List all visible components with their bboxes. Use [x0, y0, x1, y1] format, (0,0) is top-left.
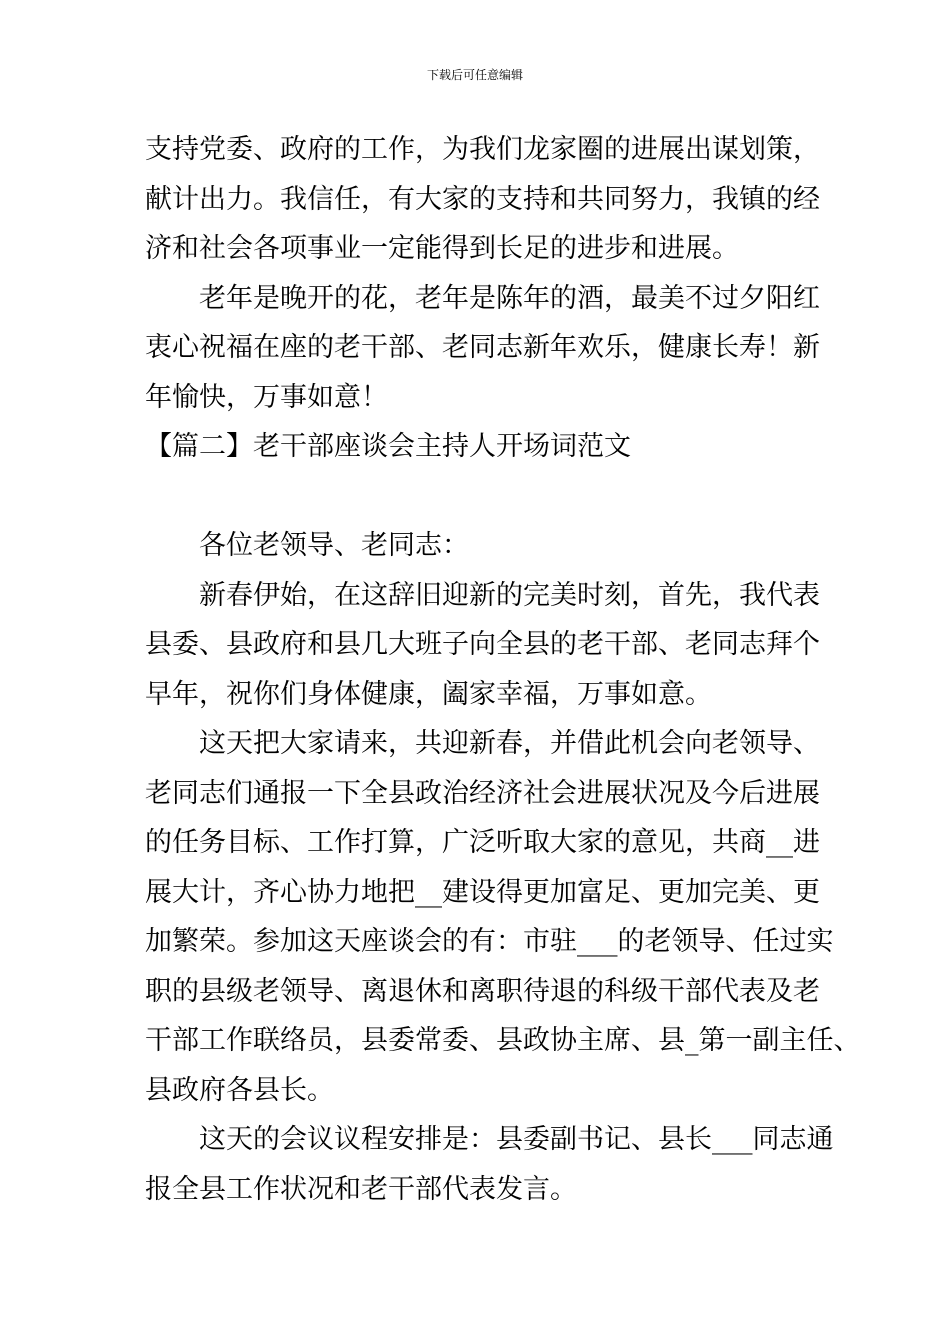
body-line: 干部工作联络员，县委常委、县政协主席、县_第一副主任、	[145, 1025, 861, 1056]
section-heading: 【篇二】老干部座谈会主持人开场词范文	[145, 431, 631, 462]
body-line: 加繁荣。参加这天座谈会的有：市驻___的老领导、任过实	[145, 926, 834, 957]
paragraph-start: 这天把大家请来，共迎新春，并借此机会向老领导、	[199, 728, 820, 759]
body-line: 衷心祝福在座的老干部、老同志新年欢乐，健康长寿！新	[145, 332, 820, 363]
paragraph-start: 老年是晚开的花，老年是陈年的酒，最美不过夕阳红	[199, 282, 820, 314]
body-line: 老同志们通报一下全县政治经济社会进展状况及今后进展	[145, 777, 820, 809]
body-line: 展大计，齐心协力地把__建设得更加富足、更加完美、更	[145, 876, 820, 908]
body-line: 济和社会各项事业一定能得到长足的进步和进展。	[145, 233, 739, 264]
blank-line	[145, 472, 825, 522]
body-line: 支持党委、政府的工作，为我们龙家圈的进展出谋划策，	[145, 134, 820, 165]
document-body	[145, 125, 861, 1214]
page-header-note: 下载后可任意编辑	[426, 68, 523, 82]
body-line: 早年，祝你们身体健康，阖家幸福，万事如意。	[145, 678, 712, 710]
body-line: 职的县级老领导、离退休和离职待退的科级干部代表及老	[145, 975, 820, 1007]
body-line: 献计出力。我信任，有大家的支持和共同努力，我镇的经	[145, 183, 820, 215]
body-line: 年愉快，万事如意！	[145, 381, 388, 413]
paragraph-start: 这天的会议议程安排是：县委副书记、县长___同志通	[199, 1124, 834, 1155]
body-line: 报全县工作状况和老干部代表发言。	[145, 1173, 577, 1205]
body-line: 县政府各县长。	[145, 1074, 334, 1106]
paragraph-start: 新春伊始，在这辞旧迎新的完美时刻，首先，我代表	[199, 579, 820, 611]
salutation: 各位老领导、老同志：	[199, 530, 469, 561]
body-line: 县委、县政府和县几大班子向全县的老干部、老同志拜个	[145, 629, 820, 660]
body-line: 的任务目标、工作打算，广泛听取大家的意见，共商__进	[145, 827, 820, 858]
